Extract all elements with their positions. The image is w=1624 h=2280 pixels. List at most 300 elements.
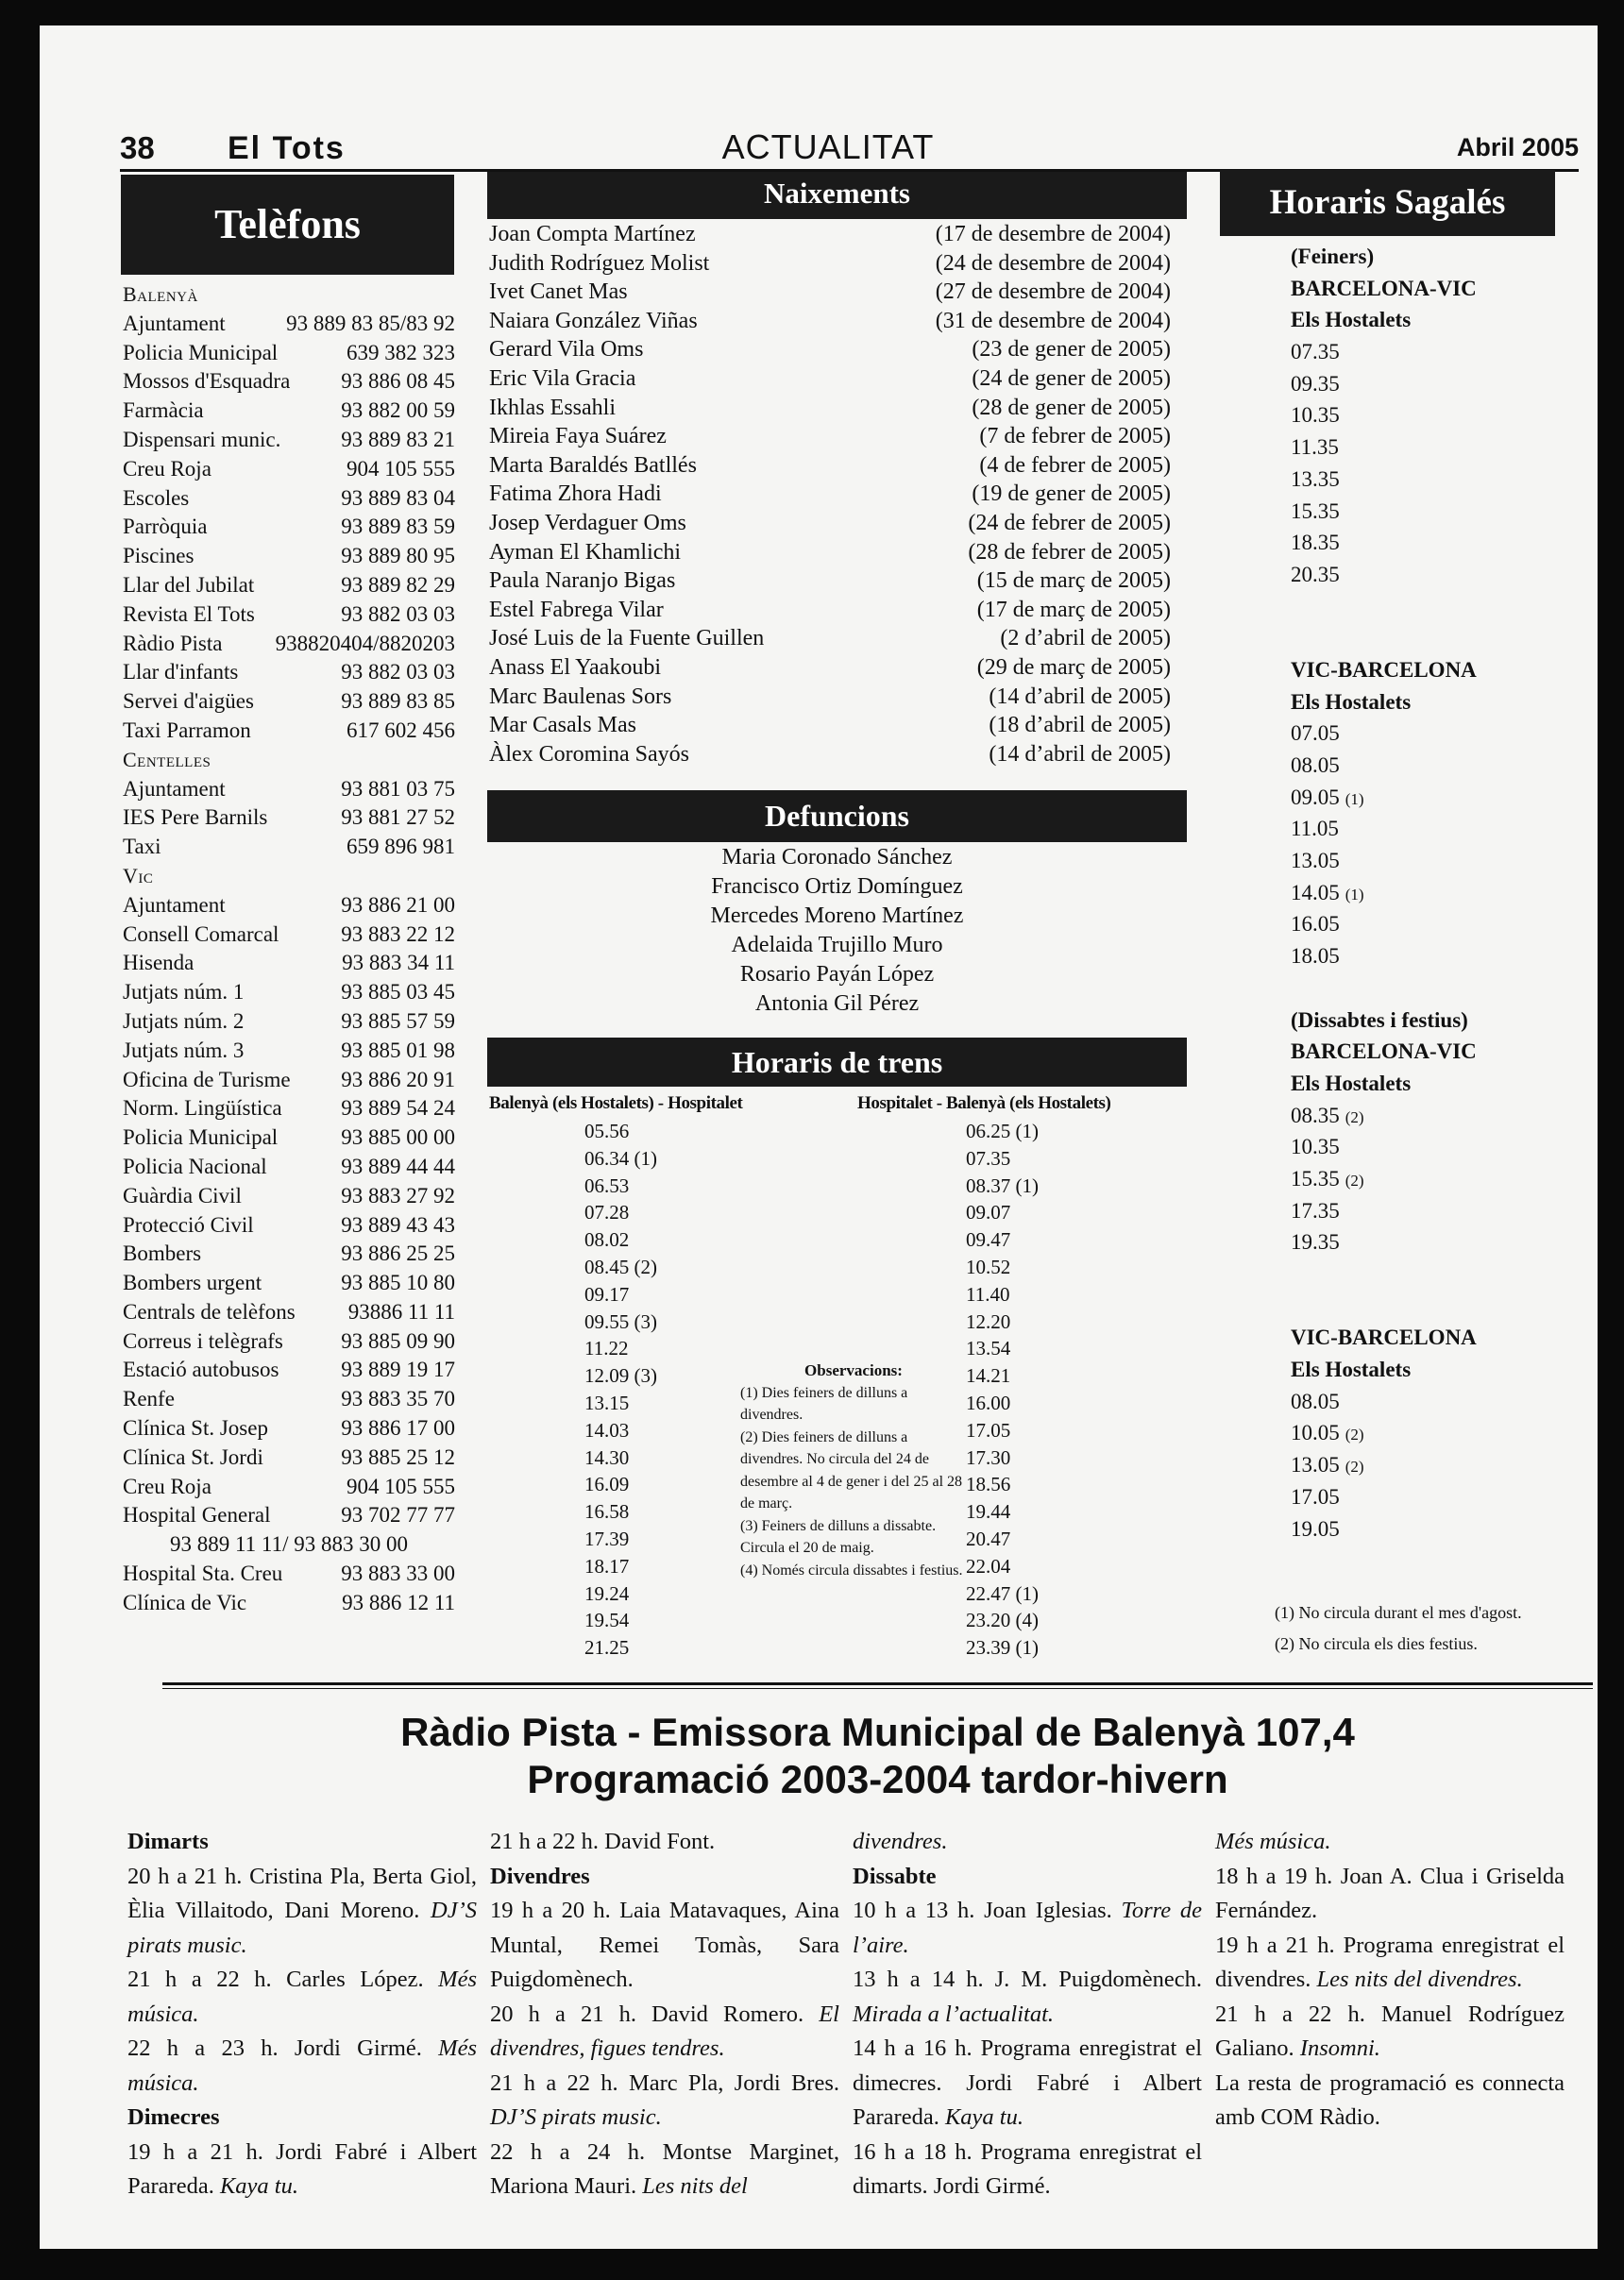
radio-programme-title: Les nits del divendres. xyxy=(1316,1967,1523,1992)
train-time: 20.47 xyxy=(966,1527,1011,1550)
sagales-time: 09.05 xyxy=(1291,785,1340,809)
telefons-entry xyxy=(123,1589,455,1618)
telefons-entry-number: 93 889 83 59 xyxy=(341,515,455,539)
telefons-group-heading: Centelles xyxy=(123,747,211,771)
naixement-date: (24 de febrer de 2005) xyxy=(968,510,1171,535)
train-time: 17.39 xyxy=(584,1527,630,1550)
sagales-time: 19.05 xyxy=(1291,1516,1340,1541)
telefons-entry xyxy=(123,1066,455,1095)
telefons-entry-name: Piscines xyxy=(123,544,195,568)
radio-programme xyxy=(490,2136,839,2204)
sagales-line xyxy=(1291,1449,1574,1481)
telefons-entry-name: Policia Municipal xyxy=(123,340,279,364)
naixements-banner: Naixements xyxy=(487,172,1187,219)
sagales-time: 16.05 xyxy=(1291,912,1340,937)
telefons-entry-name: Ajuntament xyxy=(123,776,226,801)
telefons-entry-number: 93 886 21 00 xyxy=(341,892,455,917)
telefons-entry-number: 93 889 83 21 xyxy=(341,427,455,451)
section-name: ACTUALITAT xyxy=(721,127,935,166)
telefons-entry-number: 93 883 34 11 xyxy=(342,951,455,975)
observacions-title: Observacions: xyxy=(804,1361,903,1379)
telefons-entry-number: 93 885 09 90 xyxy=(341,1328,455,1353)
train-time: 08.37 (1) xyxy=(966,1174,1039,1197)
trens-col1-header: Balenyà (els Hostalets) - Hospitalet xyxy=(489,1093,743,1113)
naixement-name: Anass El Yaakoubi xyxy=(489,654,662,680)
trens-col2-times xyxy=(966,1118,1039,1662)
naixement-date: (14 d’abril de 2005) xyxy=(989,741,1171,767)
defuncio-entry: Francisco Ortiz Domínguez xyxy=(711,874,963,899)
trens-observacions xyxy=(740,1360,967,1581)
naixement-entry xyxy=(489,683,1171,712)
telefons-entry xyxy=(123,1414,455,1444)
naixement-date: (18 d’abril de 2005) xyxy=(989,713,1171,738)
naixement-name: Judith Rodríguez Molist xyxy=(489,250,710,276)
sagales-time: 07.05 xyxy=(1291,721,1340,746)
telefons-entry xyxy=(123,1182,455,1211)
telefons-entry-number: 617 602 456 xyxy=(347,718,455,742)
telefons-entry-number: 93 886 08 45 xyxy=(341,369,455,394)
train-time: 11.40 xyxy=(966,1282,1010,1306)
naixement-date: (28 de gener de 2005) xyxy=(972,395,1171,420)
telefons-entry xyxy=(123,949,455,978)
telefons-entry-number: 93886 11 11 xyxy=(347,1299,455,1324)
magazine-page xyxy=(40,25,1598,2249)
train-time: 06.53 xyxy=(584,1174,630,1197)
radio-programme xyxy=(490,2067,839,2136)
trens-banner: Horaris de trens xyxy=(487,1038,1187,1087)
sagales-time: 07.35 xyxy=(1291,340,1340,364)
sagales-time: 10.05 xyxy=(1291,1421,1340,1445)
naixement-entry xyxy=(489,422,1171,451)
sagales-time: 08.05 xyxy=(1291,1389,1340,1413)
naixement-name: Mireia Faya Suárez xyxy=(489,424,667,449)
telefons-entry-number: 93 885 00 00 xyxy=(341,1125,455,1150)
sagales-line xyxy=(1291,686,1574,718)
radio-column-2 xyxy=(490,1825,839,2204)
telefons-entry xyxy=(123,367,455,397)
telefons-entry-name: IES Pere Barnils xyxy=(123,805,268,830)
sagales-line xyxy=(1291,1163,1574,1195)
radio-programme xyxy=(127,2136,477,2204)
telefons-entry-number: 93 883 27 92 xyxy=(341,1183,455,1208)
sagales-line xyxy=(1291,1513,1574,1545)
naixement-date: (2 d’abril de 2005) xyxy=(1000,626,1171,651)
train-time: 19.24 xyxy=(584,1581,630,1605)
sagales-line xyxy=(1291,654,1574,686)
train-time: 05.56 xyxy=(584,1120,630,1142)
telefons-entry xyxy=(123,1560,455,1589)
sagales-line xyxy=(1291,1195,1574,1227)
trens-col1-times xyxy=(584,1118,657,1662)
radio-programme-title: DJ’S pirats music. xyxy=(490,2104,662,2130)
telefons-entry-name: Clínica St. Josep xyxy=(123,1416,268,1441)
sagales-time: 15.35 xyxy=(1291,498,1340,523)
telefons-entry xyxy=(123,484,455,514)
telefons-entry-name: Consell Comarcal xyxy=(123,921,279,946)
radio-programme xyxy=(1215,1998,1565,2067)
radio-day-heading: Dimarts xyxy=(127,1829,209,1854)
train-time: 09.55 (3) xyxy=(584,1309,657,1333)
train-time: 09.47 xyxy=(966,1228,1011,1252)
train-time: 08.02 xyxy=(584,1228,630,1252)
radio-programme xyxy=(853,1825,1202,1860)
radio-programme-text: 19 h a 21 h. Jordi Fabré i Albert Parareda. xyxy=(127,2138,477,2199)
naixement-date: (27 de desembre de 2004) xyxy=(935,279,1171,305)
naixement-name: Eric Vila Gracia xyxy=(489,365,636,391)
telefons-entry-name: Jutjats núm. 3 xyxy=(123,1038,245,1062)
sagales-line xyxy=(1291,1386,1574,1418)
telefons-entry xyxy=(123,542,455,571)
telefons-entry-number: 93 886 20 91 xyxy=(341,1067,455,1091)
telefons-entry-number: 93 889 82 29 xyxy=(341,572,455,597)
sagales-time: 17.35 xyxy=(1291,1198,1340,1223)
sagales-line xyxy=(1291,1258,1574,1291)
telefons-entry-number: 93 886 17 00 xyxy=(341,1416,455,1441)
radio-programme-title: Insomni. xyxy=(1299,2035,1380,2061)
radio-programme xyxy=(1215,1825,1565,1860)
telefons-entry-number: 938820404/8820203 xyxy=(275,631,455,655)
radio-programme xyxy=(490,1894,839,1998)
train-time: 16.09 xyxy=(584,1473,630,1496)
train-time: 12.09 (3) xyxy=(584,1364,657,1388)
train-time: 14.21 xyxy=(966,1364,1011,1388)
train-time: 23.20 (4) xyxy=(966,1609,1039,1632)
naixement-entry xyxy=(489,220,1171,249)
naixement-entry xyxy=(489,653,1171,683)
radio-programme xyxy=(1215,2067,1565,2136)
radio-day-heading: Dissabte xyxy=(853,1863,937,1889)
train-time: 06.34 (1) xyxy=(584,1146,657,1170)
radio-day-heading: Divendres xyxy=(490,1863,590,1889)
telefons-entry xyxy=(123,1211,455,1241)
telefons-entry xyxy=(123,1530,455,1560)
train-time: 16.00 xyxy=(966,1391,1011,1414)
naixement-name: Fatima Zhora Hadi xyxy=(489,481,662,507)
train-time: 13.15 xyxy=(584,1391,630,1414)
radio-programme xyxy=(1215,1929,1565,1998)
train-time: 19.44 xyxy=(966,1500,1011,1524)
sagales-note: (1) No circula durant el mes d'agost. xyxy=(1275,1603,1522,1622)
telefons-entry-name: Norm. Lingüística xyxy=(123,1096,282,1121)
telefons-entry-name: Oficina de Turisme xyxy=(123,1067,291,1091)
telefons-entry-number: 904 105 555 xyxy=(347,1474,455,1498)
naixement-entry xyxy=(489,364,1171,394)
telefons-entry xyxy=(123,833,455,862)
train-time: 21.25 xyxy=(584,1636,630,1660)
sagales-line xyxy=(1291,591,1574,623)
sagales-heading: VIC-BARCELONA xyxy=(1291,657,1477,682)
naixement-name: Gerard Vila Oms xyxy=(489,337,644,363)
telefons-entry xyxy=(123,1385,455,1414)
naixement-entry xyxy=(489,509,1171,538)
radio-programme xyxy=(127,1963,477,2032)
sagales-note-ref: (1) xyxy=(1345,789,1364,808)
radio-programme-title: Mirada a l’actualitat. xyxy=(853,2001,1054,2027)
naixement-entry xyxy=(489,249,1171,279)
telefons-entry-number: 93 889 19 17 xyxy=(341,1358,455,1382)
telefons-entry-number: 93 885 01 98 xyxy=(341,1038,455,1062)
naixement-name: Josep Verdaguer Oms xyxy=(489,510,686,535)
naixement-date: (23 de gener de 2005) xyxy=(972,337,1171,363)
telefons-entry-name: Ajuntament xyxy=(123,892,226,917)
sagales-time: 18.05 xyxy=(1291,944,1340,969)
telefons-entry-number: 659 896 981 xyxy=(347,835,455,859)
sagales-line xyxy=(1291,559,1574,591)
telefons-entry xyxy=(123,571,455,600)
telefons-entry xyxy=(123,687,455,717)
sagales-line xyxy=(1291,845,1574,877)
naixement-date: (24 de gener de 2005) xyxy=(972,365,1171,391)
naixement-date: (28 de febrer de 2005) xyxy=(968,539,1171,565)
naixement-entry xyxy=(489,740,1171,769)
telefons-entry xyxy=(123,397,455,426)
naixement-entry xyxy=(489,451,1171,481)
telefons-entry xyxy=(123,1007,455,1037)
sagales-line xyxy=(1291,464,1574,496)
sagales-line xyxy=(1291,1291,1574,1323)
radio-programme-text: 14 h a 16 h. Programa enregistrat el dimecres. Jordi Fabré i Albert Parareda. xyxy=(853,2035,1202,2130)
train-time: 14.03 xyxy=(584,1418,630,1442)
naixement-date: (15 de març de 2005) xyxy=(976,568,1171,594)
sagales-line xyxy=(1291,940,1574,972)
naixement-entry xyxy=(489,480,1171,509)
sagales-line xyxy=(1291,1354,1574,1386)
sagales-time: 17.05 xyxy=(1291,1484,1340,1509)
defuncions-list xyxy=(487,843,1187,1019)
sagales-line xyxy=(1291,1068,1574,1100)
train-time: 23.39 (1) xyxy=(966,1636,1039,1660)
train-time: 19.54 xyxy=(584,1609,630,1632)
telefons-entry xyxy=(123,1123,455,1153)
sagales-time: 08.05 xyxy=(1291,753,1340,777)
sagales-heading: (Feiners) xyxy=(1291,245,1375,268)
telefons-entry-number: 93 886 12 11 xyxy=(342,1590,455,1614)
radio-programme-text: 19 h a 20 h. Laia Matavaques, Aina Muntal, Remei Tomàs, Sara Puigdomènech. xyxy=(490,1898,839,1992)
telefons-entry xyxy=(123,1327,455,1357)
sagales-line xyxy=(1291,1322,1574,1354)
sagales-line xyxy=(1291,813,1574,845)
defuncio-entry: Antonia Gil Pérez xyxy=(754,991,920,1016)
naixement-date: (4 de febrer de 2005) xyxy=(979,452,1171,478)
naixement-name: Àlex Coromina Sayós xyxy=(489,741,689,767)
sagales-banner: Horaris Sagalés xyxy=(1220,170,1555,236)
telefons-entry-name: Protecció Civil xyxy=(123,1212,254,1237)
radio-column-1 xyxy=(127,1825,477,2204)
radio-programme-text: 19 h a 21 h. Programa enregistrat el divendres. xyxy=(1215,1932,1565,1992)
radio-programme-title: El divendres, figues tendres. xyxy=(490,2001,839,2061)
naixement-entry xyxy=(489,596,1171,625)
train-time: 14.30 xyxy=(584,1445,630,1469)
telefons-entry-name: Escoles xyxy=(123,485,190,510)
telefons-entry-name: Hisenda xyxy=(123,951,195,975)
radio-column-4 xyxy=(1215,1825,1565,2136)
telefons-entry-name: Mossos d'Esquadra xyxy=(123,369,291,394)
telefons-entry-name: Hospital Sta. Creu xyxy=(123,1562,283,1586)
sagales-heading: VIC-BARCELONA xyxy=(1291,1326,1477,1350)
telefons-entry-name: Farmàcia xyxy=(123,398,204,423)
telefons-entry xyxy=(123,513,455,542)
telefons-entry-number: 93 889 83 85/83 92 xyxy=(286,311,455,335)
naixement-name: Marta Baraldés Batllés xyxy=(489,452,697,478)
sagales-line xyxy=(1291,1131,1574,1163)
naixement-entry xyxy=(489,624,1171,653)
radio-programme xyxy=(127,1860,477,1964)
naixement-date: (7 de febrer de 2005) xyxy=(979,424,1171,449)
page-header xyxy=(120,107,1579,172)
telefons-entry-number: 93 885 25 12 xyxy=(341,1444,455,1469)
radio-programme-title: Més música. xyxy=(127,2035,477,2096)
telefons-entry-number: 93 883 22 12 xyxy=(341,921,455,946)
sagales-heading: Els Hostalets xyxy=(1291,1358,1412,1382)
telefons-entry-number: 93 885 03 45 xyxy=(341,980,455,1005)
sagales-line xyxy=(1291,431,1574,464)
radio-programme-text: 20 h a 21 h. Cristina Pla, Berta Giol, Èlia Villaitodo, Dani Moreno. xyxy=(127,1863,477,1923)
sagales-line xyxy=(1291,273,1574,305)
naixement-date: (31 de desembre de 2004) xyxy=(935,308,1171,333)
sagales-line xyxy=(1291,336,1574,368)
telefons-entry-number: 93 889 11 11/ 93 883 30 00 xyxy=(170,1532,408,1557)
radio-programme xyxy=(127,2032,477,2101)
telefons-entry xyxy=(123,1037,455,1066)
radio-programme-text: 10 h a 13 h. Joan Iglesias. xyxy=(853,1898,1122,1923)
telefons-entry-name: Creu Roja xyxy=(123,456,211,481)
telefons-entry xyxy=(123,920,455,950)
sagales-time: 13.05 xyxy=(1291,1453,1340,1478)
sagales-line xyxy=(1291,399,1574,431)
telefons-entry-name: Hospital General xyxy=(123,1503,271,1528)
defuncio-entry: Adelaida Trujillo Muro xyxy=(731,933,943,957)
telefons-entry-number: 93 882 00 59 xyxy=(341,398,455,423)
telefons-entry-number: 93 882 03 03 xyxy=(341,660,455,684)
observacio-item: (4) Només circula dissabtes i festius. xyxy=(740,1562,963,1579)
telefons-entry-name: Jutjats núm. 1 xyxy=(123,980,245,1005)
naixement-entry xyxy=(489,307,1171,336)
telefons-entry-name: Bombers urgent xyxy=(123,1271,262,1295)
radio-day-heading: Dimecres xyxy=(127,2104,220,2130)
sagales-heading: BARCELONA-VIC xyxy=(1291,276,1477,300)
sagales-line xyxy=(1291,908,1574,940)
naixement-name: Ivet Canet Mas xyxy=(489,279,628,305)
observacio-item: (2) Dies feiners de dilluns a divendres. No circula del 24 de desembre al 4 de gener i del 25 al 28 de març. xyxy=(740,1428,963,1512)
sagales-line xyxy=(1291,1481,1574,1513)
sagales-line xyxy=(1291,1005,1574,1037)
radio-programme-title: Més música. xyxy=(127,1967,477,2027)
radio-programme xyxy=(853,1963,1202,2032)
train-time: 07.35 xyxy=(966,1146,1011,1170)
naixement-date: (29 de març de 2005) xyxy=(976,654,1171,680)
telefons-list xyxy=(123,280,455,1618)
telefons-entry-name: Policia Nacional xyxy=(123,1154,267,1178)
telefons-entry xyxy=(123,310,455,339)
sagales-time: 08.35 xyxy=(1291,1103,1340,1127)
sagales-line xyxy=(1291,527,1574,559)
telefons-entry-number: 639 382 323 xyxy=(347,340,455,364)
naixement-date: (17 de març de 2005) xyxy=(976,597,1171,622)
sagales-time: 14.05 xyxy=(1291,880,1340,904)
naixement-name: Naiara González Viñas xyxy=(489,308,698,333)
radio-programme-text: 22 h a 23 h. Jordi Girmé. xyxy=(127,2035,439,2061)
sagales-note-ref: (2) xyxy=(1345,1458,1364,1477)
observacio-item: (1) Dies feiners de dilluns a divendres. xyxy=(740,1384,908,1423)
telefons-entry xyxy=(123,1473,455,1502)
sagales-heading: (Dissabtes i festius) xyxy=(1291,1007,1468,1032)
telefons-group-heading: Balenyà xyxy=(123,282,198,306)
observacio-item: (3) Feiners de dilluns a dissabte. Circula el 20 de maig. xyxy=(740,1517,937,1556)
telefons-entry-name: Parròquia xyxy=(123,515,208,539)
telefons-entry-name: Taxi Parramon xyxy=(123,718,251,742)
sagales-time: 13.05 xyxy=(1291,849,1340,873)
naixement-name: Estel Fabrega Vilar xyxy=(489,597,664,622)
sagales-time: 15.35 xyxy=(1291,1166,1340,1191)
radio-programme xyxy=(1215,1860,1565,1929)
radio-programme-text: 21 h a 22 h. Carles López. xyxy=(127,1967,439,1992)
telefons-entry-number: 93 886 25 25 xyxy=(341,1241,455,1266)
naixement-name: Marc Baulenas Sors xyxy=(489,684,672,709)
sagales-line xyxy=(1291,1100,1574,1132)
radio-programme-text: 13 h a 14 h. J. M. Puigdomènech. xyxy=(853,1967,1202,1992)
radio-programme-text: 22 h a 24 h. Montse Marginet, Mariona Mauri. xyxy=(490,2138,839,2199)
radio-programme-title: Kaya tu. xyxy=(219,2173,298,2199)
telefons-entry xyxy=(123,658,455,687)
sagales-line xyxy=(1291,304,1574,336)
sagales-time: 11.05 xyxy=(1291,817,1339,841)
naixement-entry xyxy=(489,394,1171,423)
defuncio-entry: Maria Coronado Sánchez xyxy=(721,845,953,870)
telefons-entry-name: Guàrdia Civil xyxy=(123,1183,242,1208)
naixement-name: Mar Casals Mas xyxy=(489,713,636,738)
telefons-entry-name: Dispensari munic. xyxy=(123,427,281,451)
train-time: 17.30 xyxy=(966,1445,1011,1469)
telefons-entry-number: 93 882 03 03 xyxy=(341,601,455,626)
naixement-entry xyxy=(489,711,1171,740)
radio-programme xyxy=(853,2032,1202,2136)
telefons-group-heading: Vic xyxy=(123,863,154,887)
telefons-entry xyxy=(123,1501,455,1530)
telefons-entry-name: Ràdio Pista xyxy=(123,631,223,655)
sagales-note-ref: (2) xyxy=(1345,1107,1364,1126)
sagales-line xyxy=(1291,750,1574,782)
train-time: 18.17 xyxy=(584,1554,630,1578)
sagales-time: 13.35 xyxy=(1291,466,1340,491)
radio-programme-title: Més música. xyxy=(1215,1829,1331,1854)
radio-title xyxy=(162,1709,1593,1803)
telefons-entry xyxy=(123,1153,455,1182)
train-time: 13.54 xyxy=(966,1337,1011,1360)
telefons-entry-name: Bombers xyxy=(123,1241,202,1266)
telefons-entry-number: 93 889 54 24 xyxy=(341,1096,455,1121)
radio-programme xyxy=(853,2136,1202,2204)
telefons-entry xyxy=(123,426,455,455)
radio-programme-title: Kaya tu. xyxy=(944,2104,1023,2130)
telefons-entry-name: Centrals de telèfons xyxy=(123,1299,296,1324)
sagales-line xyxy=(1291,622,1574,654)
sagales-line xyxy=(1291,241,1574,273)
naixement-date: (17 de desembre de 2004) xyxy=(935,222,1171,246)
sagales-time: 10.35 xyxy=(1291,1135,1340,1159)
train-time: 16.58 xyxy=(584,1500,630,1524)
sagales-line xyxy=(1291,972,1574,1005)
naixement-name: Ikhlas Essahli xyxy=(489,395,616,420)
sagales-heading: Els Hostalets xyxy=(1291,1071,1412,1095)
train-time: 10.52 xyxy=(966,1255,1011,1278)
telefons-entry xyxy=(123,455,455,484)
telefons-entry-number: 93 889 43 43 xyxy=(341,1212,455,1237)
sagales-time: 09.35 xyxy=(1291,371,1340,396)
naixement-date: (24 de desembre de 2004) xyxy=(935,250,1171,276)
radio-column-3 xyxy=(853,1825,1202,2204)
radio-programme-text: 18 h a 19 h. Joan A. Clua i Griselda Fernández. xyxy=(1215,1863,1565,1923)
telefons-entry-number: 93 883 35 70 xyxy=(341,1387,455,1411)
